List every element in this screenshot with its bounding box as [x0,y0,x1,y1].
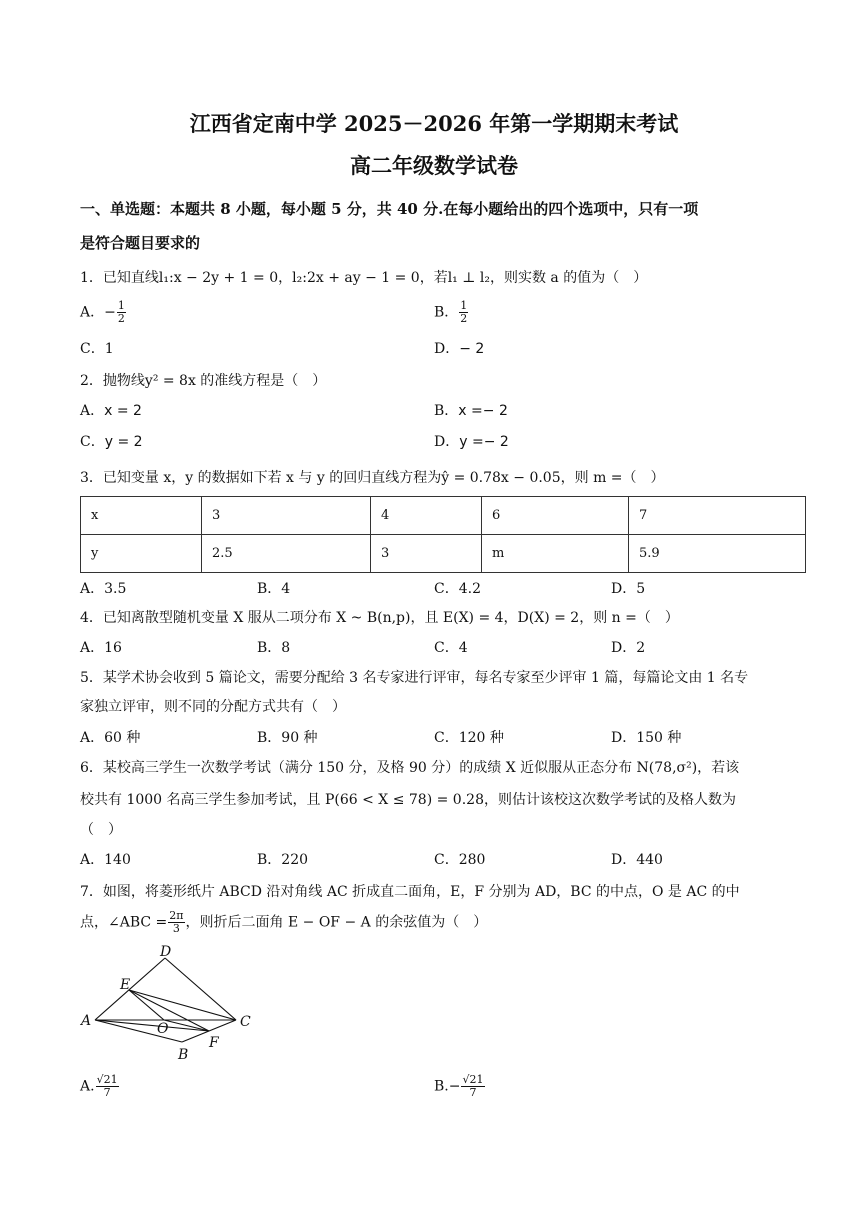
q5-option-c [434,727,504,747]
q5-option-d [611,727,681,747]
exam-subtitle: 高二年级数学试卷 [350,153,518,178]
table-cell: m [482,535,629,573]
option-letter: D． [611,852,637,868]
option-letter: C． [80,341,105,357]
question-3-stem: 3．已知变量 x，y 的数据如下若 x 与 y 的回归直线方程为ŷ = 0.78x − 0.05，则 m =（ ） [80,470,665,486]
figure-label-e: E [120,977,131,993]
section-heading-cont: 是符合题目要求的 [80,234,201,252]
q3-option-b [257,578,290,598]
q4-option-d [611,637,645,657]
question-6-stem-end: （ ） [80,822,122,838]
q1-option-d [434,338,484,358]
table-row [81,497,806,535]
option-text: − 2 [459,341,485,357]
option-letter: A． [80,640,105,656]
figure-label-d: D [160,945,172,960]
option-letter: D． [434,341,460,357]
option-letter: C． [434,730,459,746]
option-text: x =− 2 [458,403,508,419]
question-5-stem: 5．某学术协会收到 5 篇论文，需要分配给 3 名专家进行评审，每名专家至少评审 1 篇，每篇论文由 1 名专 [80,670,749,686]
option-letter: B． [257,581,282,597]
option-text: x = 2 [104,403,142,419]
option-letter: B． [434,403,459,419]
q2-option-d [434,431,509,451]
question-7-stem-cont [80,910,487,935]
q5-option-a [80,727,140,747]
q6-option-b [257,849,308,869]
figure-label-a: A [81,1013,92,1029]
stem-text: ，则折后二面角 E − OF − A 的余弦值为（ ） [185,914,488,931]
q4-option-a [80,637,122,657]
option-text: y = 2 [104,434,143,450]
option-letter: B. [434,1078,449,1095]
fraction-denominator: 2 [117,312,125,325]
fraction-denominator: 2 [460,312,468,325]
option-text: 220 [281,852,309,868]
question-1-stem: 1．已知直线l₁:x − 2y + 1 = 0，l₂:2x + ay − 1 = 0，若l₁ ⊥ l₂，则实数 a 的值为（ ） [80,270,648,286]
option-letter: C． [434,640,459,656]
option-text: − [104,304,116,321]
option-letter: C． [80,434,105,450]
figure-label-c: C [240,1014,251,1030]
q4-option-b [257,637,290,657]
angle-fraction [168,910,184,935]
option-text: 90 种 [281,730,318,746]
q2-option-c [80,431,143,451]
option-letter: A． [80,304,105,321]
option-letter: D． [434,434,460,450]
option-text: 440 [636,852,663,868]
question-4-stem: 4．已知离散型随机变量 X 服从二项分布 X ~ B(n,p)，且 E(X) = 4，D(X) = 2，则 n =（ ） [80,610,679,626]
fraction [96,1074,119,1099]
fraction-denominator: 7 [103,1086,111,1099]
fraction [461,1074,484,1099]
q5-option-b [257,727,318,747]
option-letter: B． [257,730,282,746]
fraction-numerator: √21 [96,1073,118,1086]
option-text: 1 [104,341,114,357]
option-text: 4.2 [458,581,481,597]
exam-title: 江西省定南中学 2025－2026 年第一学期期末考试 [189,111,679,136]
option-letter: A． [80,581,105,597]
question-2-stem: 2．抛物线y² = 8x 的准线方程是（ ） [80,373,327,389]
option-letter: C． [434,581,459,597]
q6-option-a [80,849,131,869]
option-text: 5 [636,581,646,597]
q7-option-b [434,1074,486,1099]
option-text: 280 [458,852,486,868]
figure-label-b: B [178,1047,189,1063]
table-row [81,535,806,573]
option-letter: A． [80,403,105,419]
option-letter: A． [80,730,105,746]
option-letter: D． [611,730,637,746]
figure-label-f: F [209,1035,219,1051]
q3-option-d [611,578,645,598]
option-letter: A． [80,852,105,868]
option-text: 16 [104,640,122,656]
option-letter: A. [80,1078,95,1095]
table-cell: 7 [629,497,806,535]
q6-option-c [434,849,485,869]
question-7-stem: 7．如图，将菱形纸片 ABCD 沿对角线 AC 折成直二面角，E，F 分别为 AD，BC 的中点，O 是 AC 的中 [80,884,740,900]
option-text: − [448,1078,461,1095]
fraction [459,300,468,325]
q1-option-b [434,300,469,325]
option-text: y =− 2 [459,434,509,450]
table-cell: y [81,535,202,573]
q3-option-c [434,578,481,598]
q1-option-c [80,338,114,358]
q2-option-b [434,400,508,420]
table-cell: 2.5 [202,535,371,573]
option-text: 8 [281,640,291,656]
table-cell: 5.9 [629,535,806,573]
fraction-numerator: 1 [117,299,125,312]
table-cell: 6 [482,497,629,535]
option-text: 2 [636,640,646,656]
question-6-stem: 6．某校高三学生一次数学考试（满分 150 分，及格 90 分）的成绩 X 近似服从正态分布 N(78,σ²)，若该 [80,760,740,776]
table-cell: 3 [202,497,371,535]
stem-text: 点，∠ABC = [80,914,168,931]
option-letter: D． [611,640,637,656]
option-text: 140 [104,852,131,868]
q4-option-c [434,637,468,657]
table-cell: x [81,497,202,535]
data-table [80,496,806,573]
option-text: 150 种 [636,730,682,746]
option-text: 3.5 [104,581,127,597]
fraction-denominator: 3 [172,922,180,935]
option-letter: C． [434,852,459,868]
table-cell: 3 [371,535,482,573]
table-cell: 4 [371,497,482,535]
option-text: 60 种 [104,730,141,746]
option-letter: B． [434,304,459,321]
fraction-numerator: 2π [169,909,184,922]
figure-label-o: O [157,1021,169,1037]
option-text: 120 种 [458,730,504,746]
q2-option-a [80,400,142,420]
fraction [117,300,126,325]
fraction-denominator: 7 [469,1086,477,1099]
option-text: 4 [458,640,468,656]
question-6-stem-cont: 校共有 1000 名高三学生参加考试，且 P(66 < X ≤ 78) = 0.28，则估计该校这次数学考试的及格人数为 [80,792,736,808]
q7-option-a [80,1074,120,1099]
option-letter: B． [257,852,282,868]
question-5-stem-cont: 家独立评审，则不同的分配方式共有（ ） [80,699,346,715]
section-heading: 一、单选题：本题共 8 小题，每小题 5 分，共 40 分.在每小题给出的四个选项中，只有一项 [80,200,699,218]
option-text: 4 [281,581,291,597]
q1-option-a [80,300,127,325]
fraction-numerator: √21 [462,1073,484,1086]
fraction-numerator: 1 [460,299,468,312]
option-letter: B． [257,640,282,656]
rhombus-figure [76,945,266,1070]
option-letter: D． [611,581,637,597]
q6-option-d [611,849,663,869]
q3-option-a [80,578,126,598]
